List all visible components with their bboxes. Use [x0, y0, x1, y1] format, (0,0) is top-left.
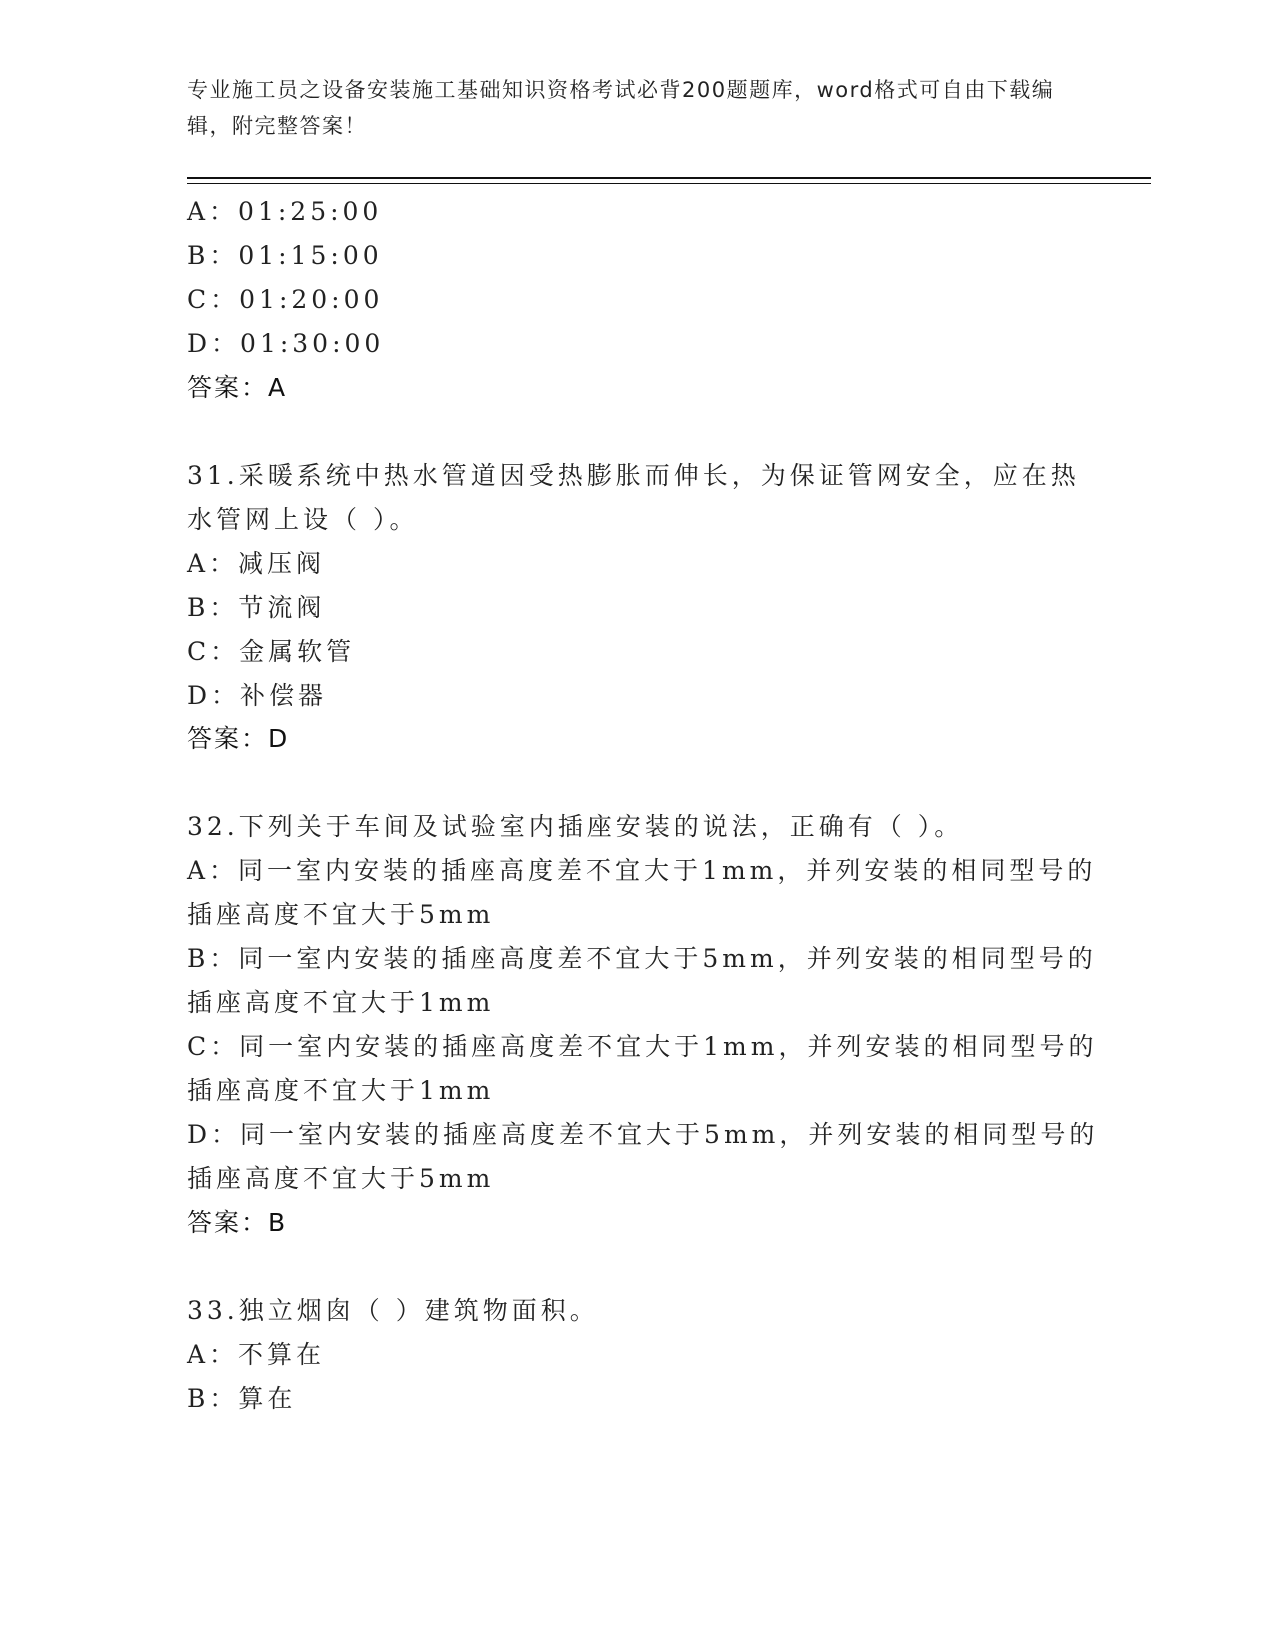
q32-stem: 32.下列关于车间及试验室内插座安装的说法，正确有（ ）。 [187, 812, 964, 841]
q32-option-b-line1: B：同一室内安装的插座高度差不宜大于5mm，并列安装的相同型号的 [187, 944, 1097, 973]
header-rule-thick [187, 177, 1151, 179]
prev-option-c: C：01:20:00 [187, 285, 384, 314]
q31-answer: 答案：D [187, 724, 290, 753]
q33-option-a: A：不算在 [187, 1340, 326, 1369]
header-rule-thin [187, 183, 1151, 184]
q31-stem-line2: 水管网上设（ ）。 [187, 505, 419, 534]
prev-answer: 答案：A [187, 373, 288, 402]
q32-answer: 答案：B [187, 1208, 288, 1237]
q32-option-d-line2: 插座高度不宜大于5mm [187, 1164, 495, 1193]
q32-option-c-line2: 插座高度不宜大于1mm [187, 1076, 495, 1105]
q32-option-a-line1: A：同一室内安装的插座高度差不宜大于1mm，并列安装的相同型号的 [187, 856, 1097, 885]
q32-option-a-line2: 插座高度不宜大于5mm [187, 900, 495, 929]
prev-option-a: A：01:25:00 [187, 197, 383, 226]
page-header: 专业施工员之设备安装施工基础知识资格考试必背200题题库，word格式可自由下载编辑，附完整答案！ [187, 78, 1055, 138]
q32-option-b-line2: 插座高度不宜大于1mm [187, 988, 495, 1017]
q32-option-c-line1: C：同一室内安装的插座高度差不宜大于1mm，并列安装的相同型号的 [187, 1032, 1098, 1061]
q33-stem: 33.独立烟囱（ ）建筑物面积。 [187, 1296, 599, 1325]
q33-option-b: B：算在 [187, 1384, 297, 1413]
q31-stem-line1: 31.采暖系统中热水管道因受热膨胀而伸长，为保证管网安全，应在热 [187, 461, 1080, 490]
q31-option-a: A：减压阀 [187, 549, 326, 578]
prev-option-d: D：01:30:00 [187, 329, 385, 358]
q31-option-d: D：补偿器 [187, 681, 328, 710]
q31-option-b: B：节流阀 [187, 593, 326, 622]
prev-option-b: B：01:15:00 [187, 241, 383, 270]
q32-option-d-line1: D：同一室内安装的插座高度差不宜大于5mm，并列安装的相同型号的 [187, 1120, 1099, 1149]
q31-option-c: C：金属软管 [187, 637, 356, 666]
